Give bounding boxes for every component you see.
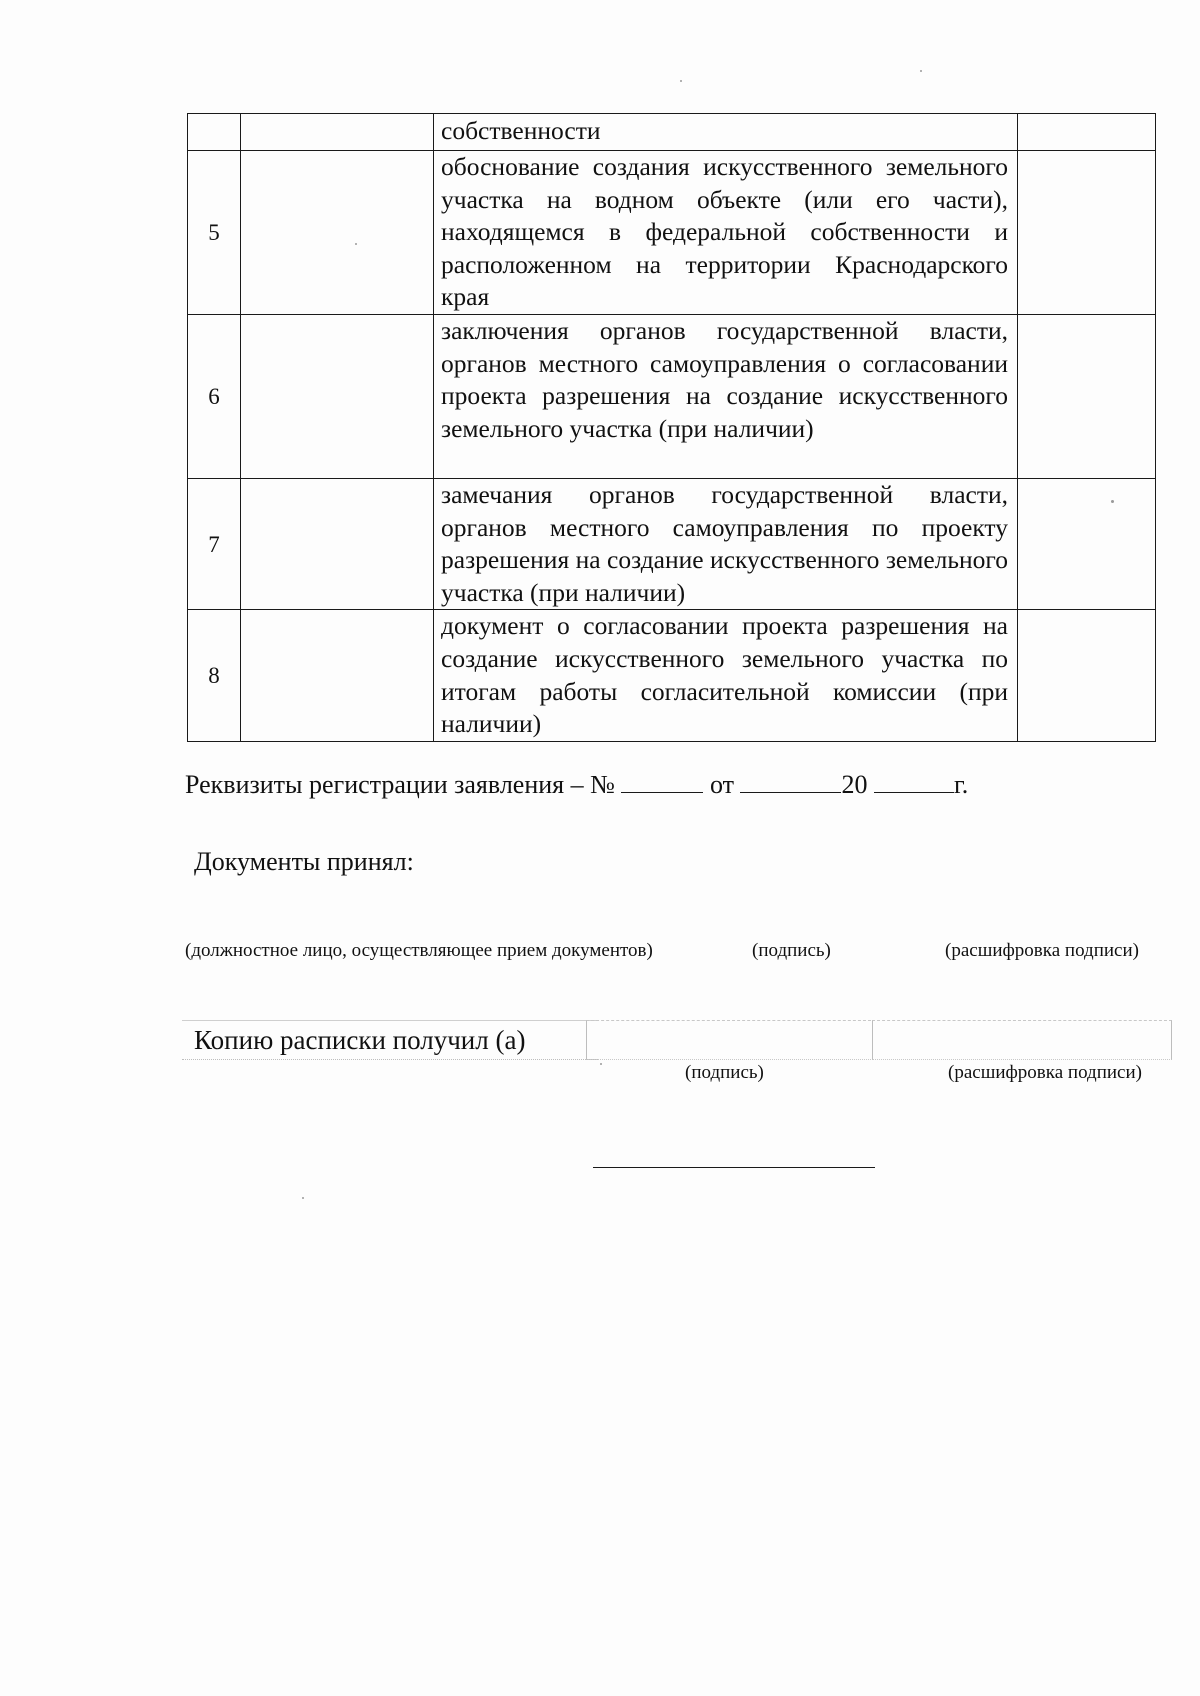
empty-cell bbox=[1018, 114, 1156, 151]
empty-cell bbox=[241, 610, 434, 742]
table-row bbox=[188, 114, 1156, 151]
scan-speck bbox=[920, 70, 922, 72]
registration-date-field[interactable] bbox=[740, 766, 841, 793]
registration-details bbox=[185, 766, 968, 800]
decoding-caption: (расшифровка подписи) bbox=[945, 940, 1139, 961]
empty-cell bbox=[241, 114, 434, 151]
empty-cell bbox=[1018, 610, 1156, 742]
scan-speck bbox=[302, 1197, 304, 1199]
registration-from: от bbox=[709, 770, 734, 799]
scan-speck bbox=[680, 80, 682, 82]
table-row bbox=[188, 314, 1156, 478]
document-description: собственности bbox=[434, 114, 1018, 151]
signature-caption: (подпись) bbox=[752, 940, 831, 961]
empty-cell bbox=[1018, 151, 1156, 315]
copy-received-row bbox=[182, 1020, 1172, 1060]
document-description: обоснование создания искусственного земельного участка на водном объекте (или его части), находящемся в федеральной собственности и расположенном на территории Краснодарского края bbox=[434, 151, 1018, 315]
empty-cell bbox=[1018, 478, 1156, 609]
registration-number-field[interactable] bbox=[621, 766, 703, 793]
copy-received-label: Копию расписки получил (а) bbox=[182, 1020, 598, 1060]
received-decoding-caption: (расшифровка подписи) bbox=[948, 1062, 1142, 1083]
scan-speck bbox=[1111, 500, 1114, 503]
registration-year-prefix: 20 bbox=[841, 770, 868, 799]
received-signature-caption: (подпись) bbox=[685, 1062, 764, 1083]
table-row bbox=[188, 610, 1156, 742]
row-number: 6 bbox=[188, 314, 241, 478]
document-description: заключения органов государственной власти, органов местного самоуправления о согласовании проекта разрешения на создание искусственного земельного участка (при наличии) bbox=[434, 314, 1018, 478]
table-row bbox=[188, 151, 1156, 315]
empty-cell bbox=[241, 314, 434, 478]
official-caption: (должностное лицо, осуществляющее прием документов) bbox=[185, 940, 653, 961]
empty-cell bbox=[241, 151, 434, 315]
empty-cell bbox=[241, 478, 434, 609]
bottom-divider bbox=[593, 1167, 875, 1168]
registration-year-suffix: г. bbox=[953, 770, 969, 799]
registration-year-field[interactable] bbox=[874, 766, 954, 793]
row-number bbox=[188, 114, 241, 151]
empty-cell bbox=[1018, 314, 1156, 478]
decoding-field[interactable] bbox=[872, 1020, 1172, 1060]
registration-prefix: Реквизиты регистрации заявления – № bbox=[185, 770, 615, 799]
signature-field[interactable] bbox=[586, 1020, 871, 1060]
documents-accepted-label: Документы принял: bbox=[194, 847, 414, 876]
row-number: 8 bbox=[188, 610, 241, 742]
document-description: замечания органов государственной власти, органов местного самоуправления по проекту разрешения на создание искусственного земельного участка (при наличии) bbox=[434, 478, 1018, 609]
scan-speck bbox=[600, 1063, 602, 1065]
table-row bbox=[188, 478, 1156, 609]
document-description: документ о согласовании проекта разрешения на создание искусственного земельного участка по итогам работы согласительной комиссии (при наличии) bbox=[434, 610, 1018, 742]
row-number: 5 bbox=[188, 151, 241, 315]
row-number: 7 bbox=[188, 478, 241, 609]
scan-speck bbox=[355, 243, 357, 245]
documents-table bbox=[187, 113, 1156, 742]
